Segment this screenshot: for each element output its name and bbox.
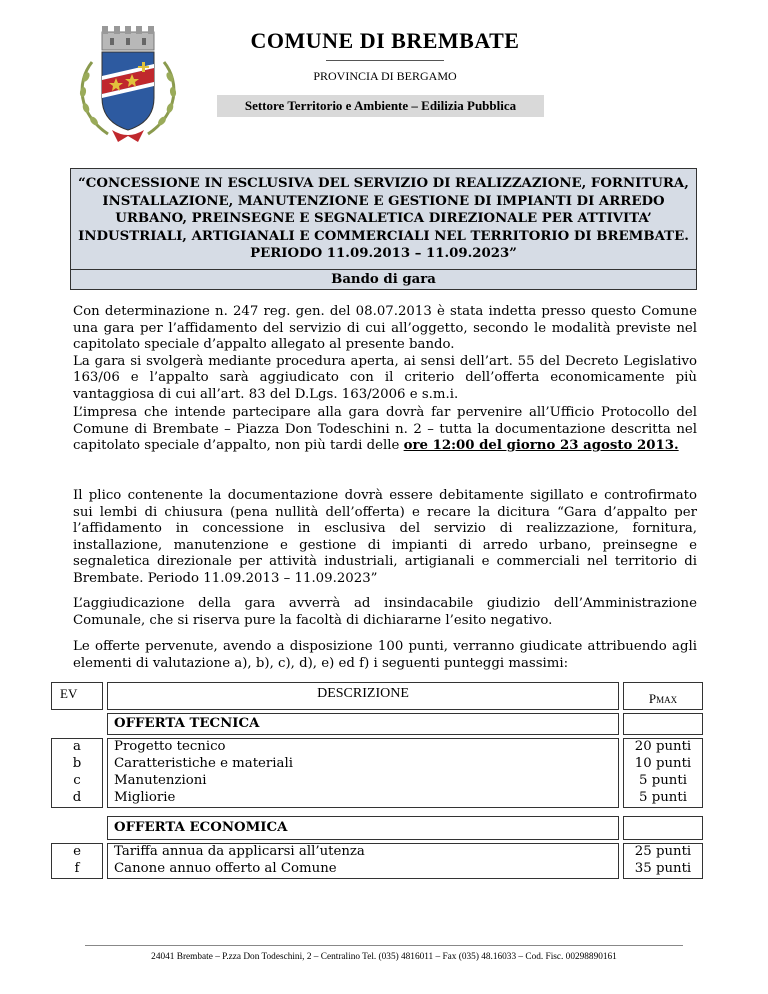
table-header-desc — [107, 682, 619, 710]
ev-letter: d — [72, 790, 82, 805]
paragraph-offerte — [73, 639, 697, 672]
criterion-label: Caratteristiche e materiali — [114, 756, 293, 771]
paragraph-text: La gara si svolgerà mediante procedura aperta, ai sensi dell’art. 55 del Decreto Legislativo 163/06 e l’appalto sarà aggiudicato con il criterio dell’offerta economicamente più vantaggiosa di cui all’art. 83 del D.Lgs. 163/2006 e s.m.i. — [73, 353, 697, 402]
criterion-label: Manutenzioni — [114, 773, 207, 788]
points-cell-economica — [623, 843, 703, 879]
paragraph-text: L’aggiudicazione della gara avverrà ad insindacabile giudizio dell’Amministrazione Comunale, che si riserva pure la facoltà di dichiararne l’esito negativo. — [73, 596, 697, 628]
subject-divider — [71, 269, 696, 270]
page-title: COMUNE DI BREMBATE — [250, 28, 520, 53]
criterion-points: 5 punti — [639, 790, 687, 805]
subject-title: “CONCESSIONE IN ESCLUSIVA DEL SERVIZIO DI REALIZZAZIONE, FORNITURA, INSTALLAZIONE, MANUTENZIONE E GESTIONE DI IMPIANTI DI ARREDO URBANO, PREINSEGNE E SEGNALETICA DIREZIONALE PER ATTIVITA’ INDUSTRIALI, ARTIGIANALI E COMMERCIALI NEL TERRITORIO DI BREMBATE. PERIODO 11.09.2013 – 11.09.2023” — [78, 176, 689, 261]
letterhead — [215, 22, 555, 84]
criterion-points: 10 punti — [634, 756, 692, 771]
paragraph-text: Il plico contenente la documentazione dovrà essere debitamente sigillato e controfirmato sui lembi di chiusura (pena nullità dell’offerta) e recare la dicitura “Gara d’appalto per l’affidamento in concessione in esclusiva del servizio di realizzazione, fornitura, installazione, manutenzione e gestione di impianti di arredo urbano, preinsegne e segnaletica direzionale per attività industriali, artigianali e commerciali nel territorio di Brembate. Periodo 11.09.2013 – 11.09.2023” — [73, 488, 697, 586]
criterion-label: Migliorie — [114, 790, 176, 805]
subject-box — [70, 168, 697, 290]
subject-heading: Bando di gara — [331, 272, 436, 287]
ev-cell-tecnica — [51, 738, 103, 808]
municipal-crest-icon — [72, 22, 184, 146]
desc-cell-tecnica — [107, 738, 619, 808]
header-pmax-subscript: MAX — [656, 695, 678, 705]
criterion-label: Canone annuo offerto al Comune — [114, 861, 337, 876]
criterion-label: Tariffa annua da applicarsi all’utenza — [114, 844, 365, 859]
criterion-label: Progetto tecnico — [114, 739, 226, 754]
province-label: PROVINCIA DI BERGAMO — [313, 69, 457, 83]
paragraph-plico — [73, 488, 697, 588]
table-header-ev — [51, 682, 103, 710]
criterion-points: 5 punti — [639, 773, 687, 788]
paragraph-text: Con determinazione n. 247 reg. gen. del 08.07.2013 è stata indetta presso questo Comune una gara per l’affidamento del servizio di cui all’oggetto, secondo le modalità previste nel capitolato speciale d’appalto allegato al presente bando. — [73, 304, 697, 353]
group-title: OFFERTA TECNICA — [114, 716, 260, 731]
deadline-text: ore 12:00 del giorno 23 agosto 2013. — [403, 438, 679, 454]
header-desc-label: DESCRIZIONE — [317, 686, 409, 701]
ev-cell-economica — [51, 843, 103, 879]
paragraph-determinazione — [73, 304, 697, 404]
paragraph-text: L’impresa che intende partecipare alla gara dovrà far pervenire all’Ufficio Protocollo del Comune di Brembate – Piazza Don Todeschini n. 2 – tutta la documentazione descritta nel capitolato speciale d’appalto, non più tardi delle — [73, 405, 697, 454]
ev-letter: f — [74, 861, 80, 876]
criterion-points: 35 punti — [634, 861, 692, 876]
header-pmax-label: P — [648, 691, 657, 706]
criterion-points: 20 punti — [634, 739, 692, 754]
header-ev-label: EV — [60, 686, 78, 701]
ev-letter: c — [73, 773, 81, 788]
footer-address: 24041 Brembate – P.zza Don Todeschini, 2 – Centralino Tel. (035) 4816011 – Fax (035) 48.16033 – Cod. Fisc. 00298890161 — [151, 952, 617, 962]
points-cell-tecnica — [623, 738, 703, 808]
footer-divider — [85, 945, 683, 946]
paragraph-aggiudicazione — [73, 596, 697, 629]
paragraph-text: Le offerte pervenute, avendo a disposizione 100 punti, verranno giudicate attribuendo agli elementi di valutazione a), b), c), d), e) ed f) i seguenti punteggi massimi: — [73, 639, 697, 671]
criterion-points: 25 punti — [634, 844, 692, 859]
title-divider — [326, 60, 444, 61]
table-header-pmax — [623, 682, 703, 710]
sector-label: Settore Territorio e Ambiente – Edilizia Pubblica — [217, 95, 544, 117]
paragraph-deadline — [73, 405, 697, 455]
group-row-economica — [107, 816, 619, 840]
group-title: OFFERTA ECONOMICA — [114, 820, 288, 835]
group-points-cell — [623, 713, 703, 735]
desc-cell-economica — [107, 843, 619, 879]
group-row-tecnica — [107, 713, 619, 735]
group-points-cell — [623, 816, 703, 840]
ev-letter: b — [72, 756, 82, 771]
ev-letter: e — [73, 844, 81, 859]
ev-letter: a — [73, 739, 81, 754]
